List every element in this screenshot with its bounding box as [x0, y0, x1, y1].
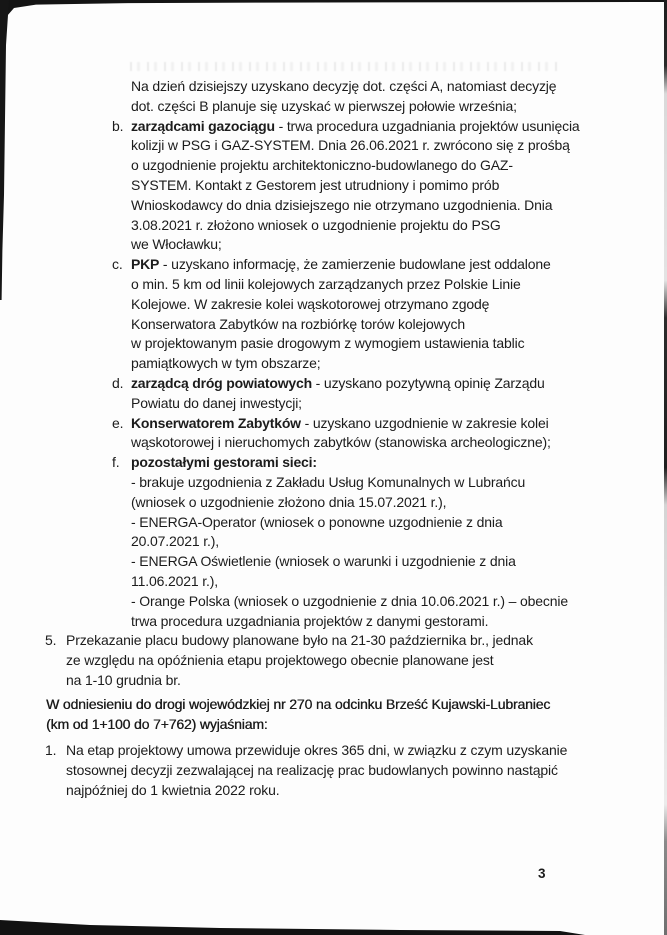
item-term: pozostałymi gestorami sieci:: [131, 454, 317, 471]
list-item-1: [0, 741, 667, 800]
item-lead-line: [131, 414, 667, 434]
item-line: Konserwatora Zabytków na rozbiórkę torów kolejowych: [131, 315, 465, 332]
item-line: (wniosek o uzgodnienie złożono dnia 15.07.2021 r.),: [131, 493, 447, 510]
page-number: 3: [538, 866, 546, 881]
item-lead-line: [131, 117, 667, 137]
list-item-5: [0, 631, 667, 690]
item-line: Przekazanie placu budowy planowane było na 21-30 października br., jednak: [66, 632, 533, 649]
item-lines: [131, 255, 667, 374]
paragraph-road-reference: [0, 695, 667, 735]
item-line: Wnioskodawcy do dnia dzisiejszego nie otrzymano uzgodnienia. Dnia: [131, 196, 553, 213]
paragraph-line: W odniesieniu do drogi wojewódzkiej nr 270 na odcinku Brześć Kujawski-Lubraniec: [46, 695, 551, 712]
item-line: Na etap projektowy umowa przewiduje okres 365 dni, w związku z czym uzyskanie: [66, 742, 568, 759]
scan-edge-bottom: [0, 919, 667, 935]
item-lines: [131, 374, 667, 414]
item-line: kolizji w PSG i GAZ-SYSTEM. Dnia 26.06.2021 r. zwrócono się z prośbą: [131, 137, 570, 154]
paragraph-line: (km od 1+100 do 7+762) wyjaśniam:: [46, 715, 268, 732]
item-line: - ENERGA-Operator (wniosek o ponowne uzgodnienie z dnia: [131, 513, 503, 530]
item-line: wąskotorowej i nieruchomych zabytków (stanowiska archeologiczne);: [131, 434, 551, 451]
lettered-list-item: [0, 255, 667, 374]
item-lead-line: [131, 374, 667, 394]
item-lead-line: [131, 453, 667, 473]
item-line: 11.06.2021 r.),: [131, 572, 219, 589]
scan-edge-top: [0, 0, 667, 22]
item-lead-rest: - uzyskano pozytywną opinię Zarządu: [311, 374, 545, 391]
item-line: stosownej decyzji zezwalającej na realizację prac budowlanych powinno nastąpić: [66, 762, 558, 779]
item-line: pamiątkowych w tym obszarze;: [131, 355, 321, 372]
item-line: 3.08.2021 r. złożono wniosek o uzgodnienie projektu do PSG: [131, 216, 501, 233]
item-line: ze względu na opóźnienia etapu projektowego obecnie planowane jest: [66, 652, 494, 669]
item-lead-rest: - trwa procedura uzgadniania projektów usunięcia: [274, 117, 580, 134]
item-line: we Włocławku;: [131, 236, 222, 253]
item-line: SYSTEM. Kontakt z Gestorem jest utrudniony i pomimo prób: [131, 176, 500, 193]
item-lines: [131, 453, 667, 631]
item-line: 20.07.2021 r.),: [131, 533, 220, 550]
item-term: zarządcami gazociągu: [131, 117, 275, 134]
item-line: o min. 5 km od linii kolejowych zarządzanych przez Polskie Linie: [131, 275, 521, 292]
item-line: - ENERGA Oświetlenie (wniosek o warunki i uzgodnienie z dnia: [131, 553, 516, 570]
item-term: zarządcą dróg powiatowych: [131, 374, 312, 391]
item-lead-rest: - uzyskano informację, że zamierzenie budowlane jest oddalone: [159, 256, 551, 273]
paragraph-line: dot. części B planuje się uzyskać w pierwszej połowie września;: [131, 97, 517, 114]
item-marker: d.: [112, 374, 124, 391]
item-lines: [131, 414, 667, 454]
item-marker: b.: [112, 117, 124, 134]
item-line: w projektowanym pasie drogowym z wymogiem ustawienia tablic: [131, 335, 525, 352]
item-marker: e.: [112, 414, 124, 431]
item-line: Kolejowe. W zakresie kolei wąskotorowej otrzymano zgodę: [131, 295, 490, 312]
item-marker: f.: [112, 454, 120, 471]
item-lead-line: [131, 255, 667, 275]
item-lead-rest: - uzyskano uzgodnienie w zakresie kolei: [300, 414, 549, 431]
item-line: trwa procedura uzgadniania projektów z danymi gestorami.: [131, 612, 489, 629]
item-line: na 1-10 grudnia br.: [66, 671, 181, 688]
scan-bleed-artifact: [130, 62, 562, 71]
item-line: o uzgodnienie projektu architektoniczno-budowlanego do GAZ-: [131, 157, 513, 174]
lettered-list-item: [0, 453, 667, 631]
item-marker: c.: [112, 256, 123, 273]
item-line: najpóźniej do 1 kwietnia 2022 roku.: [66, 781, 280, 798]
document-content: [0, 77, 667, 801]
paragraph-line: Na dzień dzisiejszy uzyskano decyzję dot. części A, natomiast decyzję: [131, 78, 557, 94]
lettered-list-item: [0, 117, 667, 256]
item-marker: 1.: [45, 742, 57, 759]
lettered-list-item: [0, 414, 667, 454]
item-lines: [131, 117, 667, 256]
item-term: Konserwatorem Zabytków: [131, 414, 301, 431]
paragraph-intro: [0, 77, 667, 117]
item-term: PKP: [131, 256, 160, 273]
item-marker: 5.: [45, 632, 57, 649]
item-line: Powiatu do danej inwestycji;: [131, 394, 302, 411]
item-line: - brakuje uzgodnienia z Zakładu Usług Komunalnych w Lubrańcu: [131, 473, 526, 490]
lettered-list: [0, 117, 667, 632]
item-line: - Orange Polska (wniosek o uzgodnienie z dnia 10.06.2021 r.) – obecnie: [131, 592, 569, 609]
lettered-list-item: [0, 374, 667, 414]
